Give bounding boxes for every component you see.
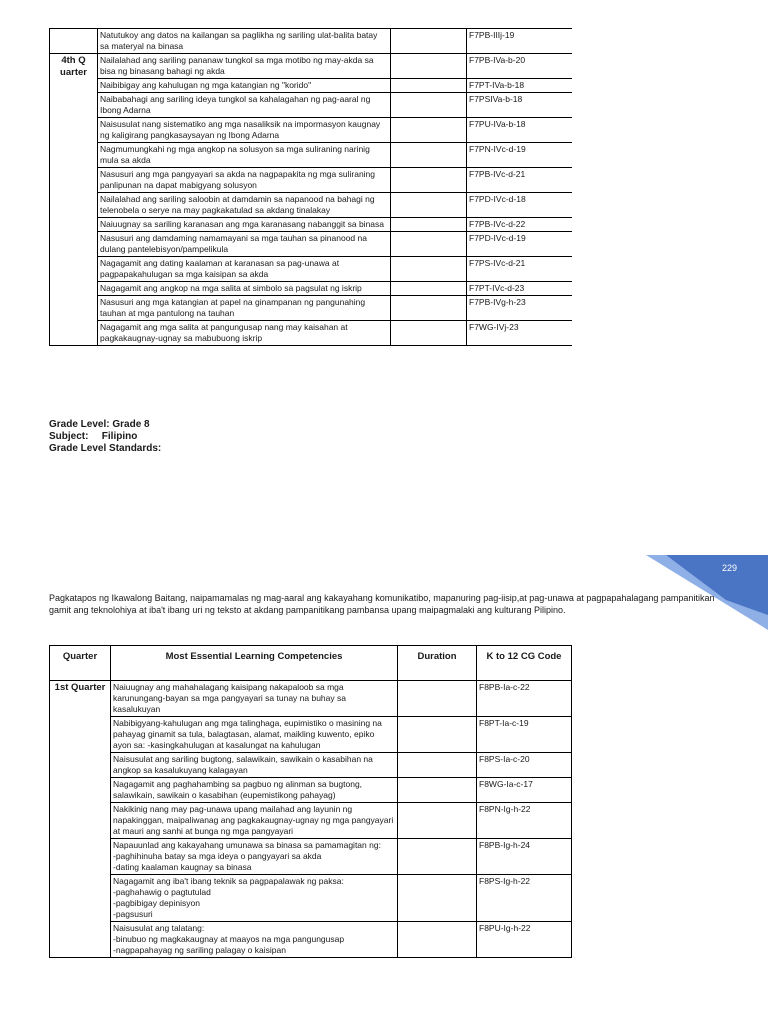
duration-cell bbox=[391, 29, 467, 54]
duration-cell bbox=[398, 839, 477, 875]
duration-cell bbox=[398, 922, 477, 958]
grade-level-value: Grade 8 bbox=[112, 419, 150, 430]
table-row bbox=[50, 922, 572, 958]
code-cell: F7PT-IVa-b-18 bbox=[467, 79, 572, 93]
grade8-competency-table bbox=[49, 645, 572, 958]
table-row bbox=[50, 118, 572, 143]
header-quarter: Quarter bbox=[50, 646, 111, 681]
competency-cell: Nasusuri ang damdaming namamayani sa mga tauhan sa pinanood na dulang pantelebisyon/pampelikula bbox=[98, 232, 391, 257]
table-row bbox=[50, 717, 572, 753]
table-row bbox=[50, 93, 572, 118]
table-row bbox=[50, 753, 572, 778]
duration-cell bbox=[391, 54, 467, 79]
table-row bbox=[50, 803, 572, 839]
competency-cell: Naisusulat nang sistematiko ang mga nasaliksik na impormasyon kaugnay ng kaligirang pangkasaysayan ng Ibong Adarna bbox=[98, 118, 391, 143]
quarter-1-label: 1st Quarter bbox=[50, 681, 111, 958]
grade-level-standards-text: Pagkatapos ng Ikawalong Baitang, naipamamalas ng mag-aaral ang kakayahang komunikatibo, mapanuring pag-iisip,at pag-unawa at pagpapahalagang pampanitikan gamit ang teknolohiya at iba't ibang uri ng teksto at akdang pampanitikang pambansa upang maipagmalaki ang kulturang Pilipino. bbox=[49, 593, 715, 615]
table-row bbox=[50, 79, 572, 93]
code-cell: F7PB-IVg-h-23 bbox=[467, 296, 572, 321]
code-cell: F8PB-Ia-c-22 bbox=[477, 681, 572, 717]
competency-cell: Nagmumungkahi ng mga angkop na solusyon sa mga suliraning narinig mula sa akda bbox=[98, 143, 391, 168]
grade-level-label: Grade Level: bbox=[49, 419, 110, 430]
page-number: 229 bbox=[722, 563, 738, 573]
duration-cell bbox=[398, 753, 477, 778]
duration-cell bbox=[398, 681, 477, 717]
competency-cell: Napauunlad ang kakayahang umunawa sa binasa sa pamamagitan ng: -paghihinuha batay sa mga ideya o pangyayari sa akda -dating kaalaman kaugnay sa binasa bbox=[111, 839, 398, 875]
duration-cell bbox=[391, 257, 467, 282]
competency-cell: Nagagamit ang paghahambing sa pagbuo ng alinman sa bugtong, salawikain, sawikain o kasabihan (eupemistikong pahayag) bbox=[111, 778, 398, 803]
competency-cell: Nagagamit ang iba't ibang teknik sa pagpapalawak ng paksa: -paghahawig o pagtutulad -pagbibigay depinisyon -pagsusuri bbox=[111, 875, 398, 922]
subject-value: Filipino bbox=[101, 431, 138, 442]
competency-cell: Naibibigay ang kahulugan ng mga katangian ng "korido" bbox=[98, 79, 391, 93]
table-header-row bbox=[50, 646, 572, 681]
code-cell: F8PN-Ig-h-22 bbox=[477, 803, 572, 839]
table-row bbox=[50, 257, 572, 282]
code-cell: F8WG-Ia-c-17 bbox=[477, 778, 572, 803]
code-cell: F8PT-Ia-c-19 bbox=[477, 717, 572, 753]
code-cell: F8PB-Ig-h-24 bbox=[477, 839, 572, 875]
duration-cell bbox=[391, 296, 467, 321]
code-cell: F8PU-Ig-h-22 bbox=[477, 922, 572, 958]
table-row bbox=[50, 778, 572, 803]
code-cell: F7PB-IVa-b-20 bbox=[467, 54, 572, 79]
subject-label: Subject: bbox=[49, 431, 89, 442]
grade-level-line bbox=[49, 419, 161, 431]
header-duration: Duration bbox=[398, 646, 477, 681]
competency-cell: Naisusulat ang talatang: -binubuo ng magkakaugnay at maayos na mga pangungusap -nagpapahayag ng sariling palagay o kaisipan bbox=[111, 922, 398, 958]
code-cell: F7PU-IVa-b-18 bbox=[467, 118, 572, 143]
competency-cell: Natutukoy ang datos na kailangan sa paglikha ng sariling ulat-balita batay sa materyal na binasa bbox=[98, 29, 391, 54]
competency-cell: Nasusuri ang mga pangyayari sa akda na nagpapakita ng mga suliraning panlipunan na dapat mabigyang solusyon bbox=[98, 168, 391, 193]
code-cell: F8PS-Ig-h-22 bbox=[477, 875, 572, 922]
competency-cell: Nagagamit ang dating kaalaman at karanasan sa pag-unawa at pagpapakahulugan sa mga kaisipan sa akda bbox=[98, 257, 391, 282]
table-row bbox=[50, 29, 572, 54]
duration-cell bbox=[391, 193, 467, 218]
duration-cell bbox=[398, 875, 477, 922]
competency-cell: Nailalahad ang sariling pananaw tungkol sa mga motibo ng may-akda sa bisa ng binasang bahagi ng akda bbox=[98, 54, 391, 79]
code-cell: F7PD-IVc-d-18 bbox=[467, 193, 572, 218]
header-code: K to 12 CG Code bbox=[477, 646, 572, 681]
code-cell: F7PB-IVc-d-22 bbox=[467, 218, 572, 232]
table-row bbox=[50, 218, 572, 232]
competency-cell: Nailalahad ang sariling saloobin at damdamin sa napanood na bahagi ng telenobela o serye na may pagkakatulad sa akdang tinalakay bbox=[98, 193, 391, 218]
code-cell: F7PD-IVc-d-19 bbox=[467, 232, 572, 257]
duration-cell bbox=[391, 232, 467, 257]
code-cell: F7PS-IVc-d-21 bbox=[467, 257, 572, 282]
table-row bbox=[50, 54, 572, 79]
quarter-4-label: 4th Q uarter bbox=[50, 54, 98, 346]
grade-level-standards-label: Grade Level Standards: bbox=[49, 443, 162, 454]
duration-cell bbox=[398, 717, 477, 753]
duration-cell bbox=[391, 321, 467, 346]
table-row bbox=[50, 282, 572, 296]
table-row bbox=[50, 839, 572, 875]
duration-cell bbox=[391, 282, 467, 296]
table-row bbox=[50, 321, 572, 346]
duration-cell bbox=[391, 218, 467, 232]
code-cell: F8PS-Ia-c-20 bbox=[477, 753, 572, 778]
duration-cell bbox=[391, 118, 467, 143]
duration-cell bbox=[398, 803, 477, 839]
duration-cell bbox=[398, 778, 477, 803]
duration-cell bbox=[391, 79, 467, 93]
duration-cell bbox=[391, 93, 467, 118]
table-row bbox=[50, 168, 572, 193]
competency-cell: Naibabahagi ang sariling ideya tungkol sa kahalagahan ng pag-aaral ng Ibong Adarna bbox=[98, 93, 391, 118]
table-row bbox=[50, 875, 572, 922]
subject-line bbox=[49, 431, 161, 443]
competency-cell: Nagagamit ang mga salita at pangungusap nang may kaisahan at pagkakaugnay-ugnay sa mabubuong iskrip bbox=[98, 321, 391, 346]
table-row bbox=[50, 143, 572, 168]
grade-info bbox=[49, 419, 161, 455]
duration-cell bbox=[391, 168, 467, 193]
competency-cell: Naisusulat ang sariling bugtong, salawikain, sawikain o kasabihan na angkop sa kasalukuyang kalagayan bbox=[111, 753, 398, 778]
table-row bbox=[50, 681, 572, 717]
competency-cell: Nagagamit ang angkop na mga salita at simbolo sa pagsulat ng iskrip bbox=[98, 282, 391, 296]
competency-cell: Naiuugnay sa sariling karanasan ang mga karanasang nabanggit sa binasa bbox=[98, 218, 391, 232]
competency-cell: Nasusuri ang mga katangian at papel na ginampanan ng pangunahing tauhan at mga pantulong na tauhan bbox=[98, 296, 391, 321]
code-cell: F7PT-IVc-d-23 bbox=[467, 282, 572, 296]
competency-cell: Nakikinig nang may pag-unawa upang mailahad ang layunin ng napakinggan, maipaliwanag ang pagkakaugnay-ugnay ng mga pangyayari at mauri ang sanhi at bunga ng mga pangyayari bbox=[111, 803, 398, 839]
table-row bbox=[50, 232, 572, 257]
table-row bbox=[50, 193, 572, 218]
table-row bbox=[50, 296, 572, 321]
grade7-competency-table bbox=[49, 28, 572, 346]
competency-cell: Nabibigyang-kahulugan ang mga talinghaga, eupimistiko o masining na pahayag ginamit sa tula, balagtasan, alamat, maikling kuwento, epiko ayon sa: -kasingkahulugan at kasalungat na kahulugan bbox=[111, 717, 398, 753]
code-cell: F7PB-IVc-d-21 bbox=[467, 168, 572, 193]
code-cell: F7PSIVa-b-18 bbox=[467, 93, 572, 118]
quarter-cell-empty bbox=[50, 29, 98, 54]
duration-cell bbox=[391, 143, 467, 168]
code-cell: F7PN-IVc-d-19 bbox=[467, 143, 572, 168]
code-cell: F7WG-IVj-23 bbox=[467, 321, 572, 346]
competency-cell: Naiuugnay ang mahahalagang kaisipang nakapaloob sa mga karunungang-bayan sa mga pangyayari sa tunay na buhay sa kasalukuyan bbox=[111, 681, 398, 717]
header-competencies: Most Essential Learning Competencies bbox=[111, 646, 398, 681]
code-cell: F7PB-IIIj-19 bbox=[467, 29, 572, 54]
